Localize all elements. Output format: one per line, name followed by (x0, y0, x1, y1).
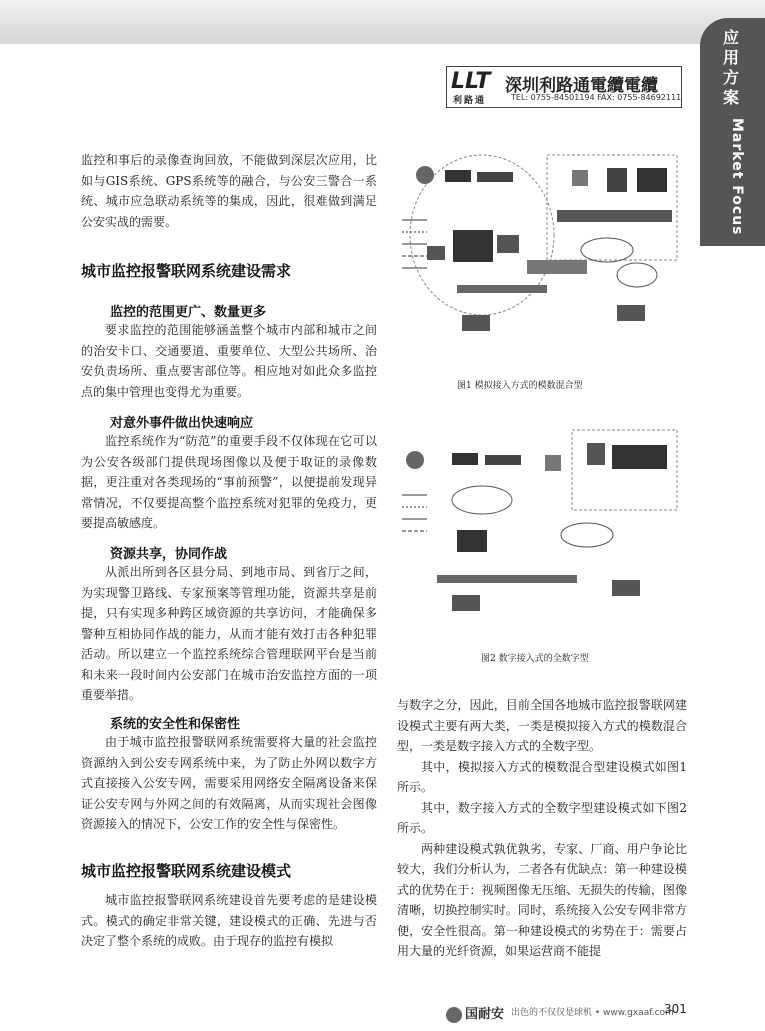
logo-sub: 利路通 (453, 96, 487, 106)
section-tab-cn: 应用方案 (722, 28, 739, 107)
range-text: 要求监控的范围能够涵盖整个城市内部和城市之间的治安卡口、交通要道、重要单位、大型公共场所、治安负责场所、重点要害部位等。相应地对如此众多监控点的集中管理也变得尤为重要。 (81, 323, 377, 399)
heading-security: 系统的安全性和保密性 (110, 717, 241, 732)
range-paragraph (81, 320, 377, 402)
footer-logo (446, 1003, 504, 1023)
intro-text: 监控和事后的录像查询回放，不能做到深层次应用，比如与GIS系统、GPS系统等的融合，与公安三警合一系统、城市应急联动系统等的集成，因此，很难做到满足公安实战的需要。 (81, 153, 377, 229)
security-text: 由于城市监控报警联网系统需要将大量的社会监控资源纳入到公安专网系统中来，为了防止外网以数字方式直接接入公安专网，需要采用网络安全隔离设备来保证公安专网与外网之间的有效隔离，从而实现社会图像资源接入的情况下，公安工作的安全性与保密性。 (81, 735, 377, 831)
right-text-4: 两种建设模式孰优孰劣，专家、厂商、用户争论比较大，我们分析认为，二者各有优缺点：第一种建设模式的优势在于：视频图像无压缩、无损失的传输，图像清晰，切换控制实时。同时，系统接入公安专网非常方便，安全性很高。第一种建设模式的劣势在于：需要占用大量的光纤资源，如果运营商不能提 (397, 841, 687, 958)
top-banner (0, 0, 765, 44)
footer-slogan: 出色的不仅仅是球机 • www.gxaaf.com (511, 1008, 674, 1018)
heading-share: 资源共享，协同作战 (110, 547, 228, 562)
heading-mode: 城市监控报警联网系统建设模式 (81, 862, 292, 880)
response-text: 监控系统作为“防范”的重要手段不仅体现在它可以为公安各级部门提供现场图像以及便于取证的录像数据，更注重对各类现场的“事前预警”，以便提前发现异常情况，不仅要提高整个监控系统对犯罪的免疫力，更要提高敏感度。 (81, 434, 377, 530)
page-number: 301 (664, 1002, 687, 1016)
response-paragraph (81, 431, 377, 534)
right-paragraphs (397, 695, 687, 962)
mode-paragraph (81, 890, 377, 952)
figure-2-diagram (397, 425, 687, 635)
heading-response: 对意外事件做出快速响应 (110, 416, 254, 431)
footer-logo-icon (446, 1007, 462, 1023)
right-text-2: 其中，模拟接入方式的模数混合型建设模式如图1所示。 (397, 759, 687, 794)
logo-mark: LLT (451, 69, 491, 94)
share-paragraph (81, 562, 377, 706)
mode-text: 城市监控报警联网系统建设首先要考虑的是建设模式。模式的确定非常关键，建设模式的正确、先进与否决定了整个系统的成败。由于现存的监控有模拟 (81, 893, 377, 948)
heading-range: 监控的范围更广、数量更多 (110, 305, 267, 320)
logo-tel: TEL: 0755-84501194 FAX: 0755-84692111 (511, 93, 682, 102)
figure-1-caption: 图1 模拟接入方式的模数混合型 (457, 381, 583, 391)
section-tab-en: Market Focus (729, 118, 745, 236)
heading-requirements: 城市监控报警联网系统建设需求 (81, 262, 292, 280)
figure-2-caption: 图2 数字接入式的全数字型 (481, 654, 589, 664)
intro-paragraph (81, 150, 377, 232)
share-text: 从派出所到各区县分局、到地市局、到省厅之间，为实现警卫路线、专家预案等管理功能，资源共享是前提，只有实现多种跨区域资源的共享访问，才能确保多警种互相协同作战的能力，从而才能有效打击各种犯罪活动。所以建立一个监控系统综合管理联网平台是当前和未来一段时间内公安部门在城市治安监控方面的一项重要举措。 (81, 565, 377, 702)
footer-logo-text: 国耐安 (465, 1007, 505, 1022)
right-text-1: 与数字之分，因此，目前全国各地城市监控报警联网建设模式主要有两大类，一类是模拟接入方式的模数混合型，一类是数字接入方式的全数字型。 (397, 698, 687, 753)
advertiser-logo (446, 66, 682, 108)
logo-name: 深圳利路通電纜電纜 (505, 76, 658, 96)
right-text-3: 其中，数字接入方式的全数字型建设模式如下图2所示。 (397, 800, 687, 835)
security-paragraph (81, 732, 377, 835)
figure-1-diagram (397, 150, 687, 370)
